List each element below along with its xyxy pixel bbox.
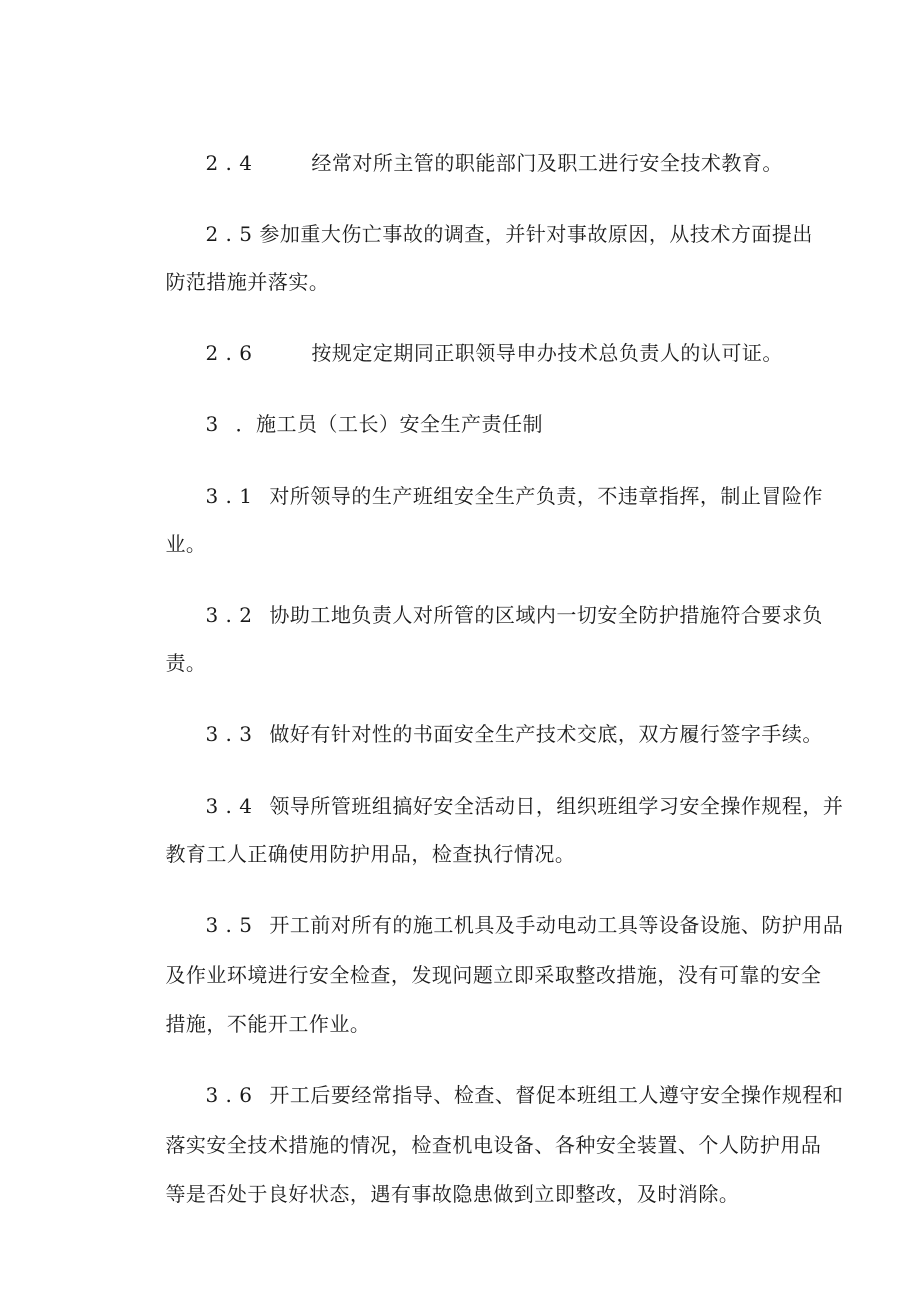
item-number: 3 . 1	[205, 484, 260, 508]
item-number: 3 . 4	[205, 794, 260, 818]
paragraph-3-4-continuation	[138, 815, 575, 893]
paragraph-2-4	[178, 124, 783, 202]
item-number: 2 . 4	[205, 151, 260, 175]
paragraph-3-5-continuation-2	[138, 985, 370, 1063]
item-number: 2 . 5	[205, 222, 260, 246]
paragraph-2-5-continuation	[138, 243, 329, 321]
item-number: 3	[205, 412, 226, 436]
item-text: 对所领导的生产班组安全生产负责，不违章指挥，制止冒险作	[269, 484, 823, 508]
item-number: 3 . 3	[205, 722, 260, 746]
paragraph-3-1	[178, 457, 823, 535]
item-text-continuation: 及作业环境进行安全检查，发现问题立即采取整改措施，没有可靠的安全	[165, 963, 822, 987]
paragraph-3-1-continuation	[138, 505, 206, 583]
item-text-continuation: 业。	[165, 532, 207, 556]
item-text: 开工后要经常指导、检查、督促本班组工人遵守安全操作规程和	[269, 1083, 844, 1107]
item-number: 3 . 6	[205, 1083, 260, 1107]
item-number: 3 . 5	[205, 913, 260, 937]
paragraph-3-3	[178, 695, 823, 773]
item-text: 协助工地负责人对所管的区域内一切安全防护措施符合要求负	[269, 603, 823, 627]
item-text-continuation: 措施，不能开工作业。	[165, 1012, 371, 1036]
item-text-continuation: 防范措施并落实。	[165, 270, 330, 294]
item-text: 经常对所主管的职能部门及职工进行安全技术教育。	[311, 151, 783, 175]
section-heading-3	[178, 385, 543, 463]
paragraph-3-2	[178, 576, 823, 654]
paragraph-3-6-continuation-2	[138, 1155, 739, 1233]
item-number: 2 . 6	[205, 341, 260, 365]
paragraph-2-6	[178, 314, 783, 392]
item-text-continuation: 落实安全技术措施的情况，检查机电设备、各种安全装置、个人防护用品	[165, 1133, 822, 1157]
item-text-continuation: 责。	[165, 651, 207, 675]
item-text: ．施工员（工长）安全生产责任制	[235, 412, 544, 436]
item-text: 参加重大伤亡事故的调查，并针对事故原因，从技术方面提出	[259, 222, 813, 246]
item-text: 开工前对所有的施工机具及手动电动工具等设备设施、防护用品	[269, 913, 844, 937]
item-text: 做好有针对性的书面安全生产技术交底，双方履行签字手续。	[269, 722, 823, 746]
item-number: 3 . 2	[205, 603, 260, 627]
item-text-continuation: 等是否处于良好状态，遇有事故隐患做到立即整改，及时消除。	[165, 1182, 740, 1206]
paragraph-3-2-continuation	[138, 624, 206, 702]
item-text: 领导所管班组搞好安全活动日，组织班组学习安全操作规程，并	[269, 794, 844, 818]
item-text-continuation: 教育工人正确使用防护用品，检查执行情况。	[165, 842, 576, 866]
item-text: 按规定定期同正职领导申办技术总负责人的认可证。	[311, 341, 783, 365]
